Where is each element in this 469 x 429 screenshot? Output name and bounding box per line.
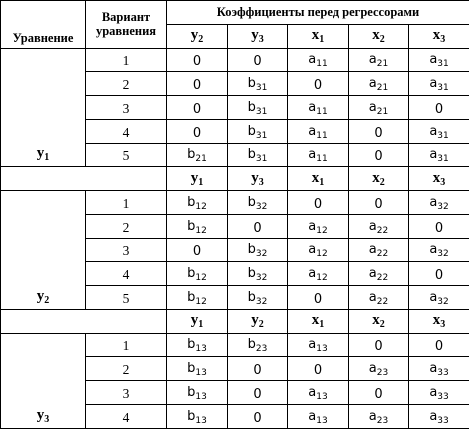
regressor-symbol-letter: y bbox=[191, 312, 199, 328]
regressor-symbol-subscript: 2 bbox=[380, 319, 385, 330]
coefficient-letter: a bbox=[429, 52, 437, 67]
regressor-symbol-subscript: 3 bbox=[259, 34, 264, 45]
regressor-symbol bbox=[433, 312, 446, 328]
coefficient-cell bbox=[349, 72, 409, 96]
regressor-symbol-subscript: 3 bbox=[440, 177, 445, 188]
equation-symbol bbox=[37, 407, 50, 423]
coefficient-subscript: 12 bbox=[316, 273, 327, 283]
coefficient-letter: 0 bbox=[253, 411, 261, 426]
regressor-symbol-subscript: 3 bbox=[259, 177, 264, 188]
variant-number-cell: 4 bbox=[86, 119, 167, 143]
coefficient-cell bbox=[409, 262, 469, 286]
coefficient-subscript: 33 bbox=[437, 392, 448, 402]
coefficient-letter: a bbox=[429, 242, 437, 257]
coefficient-cell bbox=[167, 262, 228, 286]
coefficient-subscript: 23 bbox=[377, 416, 388, 426]
coefficient-subscript: 12 bbox=[316, 249, 327, 259]
variant-header-line1: Вариант bbox=[102, 10, 150, 24]
regressor-symbol-letter: x bbox=[433, 170, 441, 186]
coefficient-cell bbox=[409, 119, 469, 143]
equation-column-header: Уравнение bbox=[1, 1, 86, 49]
coefficient-cell bbox=[167, 357, 228, 381]
variant-number-cell: 2 bbox=[86, 214, 167, 238]
coefficient-letter: a bbox=[369, 361, 377, 376]
table-row bbox=[1, 48, 469, 72]
regressor-header-cell bbox=[167, 24, 228, 48]
regressor-symbol bbox=[312, 27, 325, 43]
variant-number-cell: 5 bbox=[86, 286, 167, 310]
variant-number-cell: 4 bbox=[86, 262, 167, 286]
coefficient-letter: b bbox=[248, 100, 256, 115]
coefficient-cell bbox=[409, 405, 469, 429]
regressor-symbol-letter: x bbox=[433, 27, 441, 43]
coefficient-cell bbox=[167, 405, 228, 429]
coefficient-subscript: 21 bbox=[377, 59, 388, 69]
coefficient-letter: a bbox=[308, 147, 316, 162]
coefficient-subscript: 32 bbox=[256, 297, 267, 307]
coefficient-cell bbox=[349, 333, 409, 357]
regressor-header-cell bbox=[288, 167, 349, 191]
coefficient-subscript: 13 bbox=[316, 344, 327, 354]
coefficient-letter: 0 bbox=[435, 268, 443, 283]
coefficient-letter: a bbox=[369, 219, 377, 234]
coefficient-letter: a bbox=[369, 266, 377, 281]
coefficient-cell bbox=[349, 214, 409, 238]
coefficient-cell bbox=[228, 238, 288, 262]
variant-number-cell: 3 bbox=[86, 381, 167, 405]
coefficient-letter: b bbox=[248, 290, 256, 305]
regressor-symbol bbox=[191, 27, 204, 43]
coefficient-subscript: 13 bbox=[316, 392, 327, 402]
coefficient-cell bbox=[228, 96, 288, 120]
regressor-symbol bbox=[191, 312, 204, 328]
regressor-header-cell bbox=[167, 309, 228, 333]
equation-cell bbox=[1, 48, 86, 167]
equation-symbol-subscript: 1 bbox=[44, 152, 49, 163]
coefficient-letter: b bbox=[187, 385, 195, 400]
regressor-header-cell bbox=[228, 309, 288, 333]
variant-number-cell: 2 bbox=[86, 72, 167, 96]
regressor-symbol-letter: y bbox=[191, 170, 199, 186]
regressor-header-cell bbox=[409, 167, 469, 191]
coefficient-cell bbox=[288, 262, 349, 286]
coefficient-subscript: 32 bbox=[256, 249, 267, 259]
regressor-symbol bbox=[191, 170, 204, 186]
equation-symbol-subscript: 3 bbox=[44, 414, 49, 425]
blank-header-cell bbox=[1, 309, 167, 333]
variant-number-cell: 3 bbox=[86, 96, 167, 120]
regressor-symbol-letter: x bbox=[312, 27, 320, 43]
regressor-symbol-letter: x bbox=[312, 170, 320, 186]
column-symbols-row bbox=[1, 167, 469, 191]
coefficient-cell bbox=[228, 286, 288, 310]
coefficient-letter: a bbox=[308, 100, 316, 115]
coefficient-subscript: 12 bbox=[195, 226, 206, 236]
coefficient-letter: a bbox=[308, 337, 316, 352]
coefficient-letter: 0 bbox=[193, 126, 201, 141]
regressor-header-cell bbox=[288, 309, 349, 333]
coefficient-cell bbox=[409, 143, 469, 167]
coefficient-letter: a bbox=[429, 290, 437, 305]
coefficient-letter: 0 bbox=[253, 221, 261, 236]
coefficient-letter: b bbox=[187, 361, 195, 376]
equation-symbol bbox=[37, 288, 50, 304]
coefficient-cell bbox=[349, 262, 409, 286]
regressor-symbol-subscript: 2 bbox=[380, 34, 385, 45]
coefficient-cell bbox=[349, 286, 409, 310]
coefficient-cell bbox=[167, 72, 228, 96]
coefficient-cell bbox=[228, 262, 288, 286]
variant-header-line2: уравнения bbox=[96, 24, 156, 38]
coefficient-letter: a bbox=[308, 52, 316, 67]
coefficient-subscript: 12 bbox=[195, 273, 206, 283]
coefficient-cell bbox=[167, 333, 228, 357]
coefficient-subscript: 12 bbox=[316, 226, 327, 236]
coefficient-letter: b bbox=[248, 147, 256, 162]
coefficient-subscript: 33 bbox=[437, 368, 448, 378]
variant-number-cell: 1 bbox=[86, 191, 167, 215]
coefficient-cell bbox=[167, 238, 228, 262]
equation-symbol-letter: y bbox=[37, 288, 45, 304]
equation-cell bbox=[1, 333, 86, 428]
coefficient-subscript: 32 bbox=[256, 273, 267, 283]
coefficient-cell bbox=[228, 381, 288, 405]
coefficient-subscript: 31 bbox=[256, 107, 267, 117]
regressor-symbol-letter: x bbox=[372, 170, 380, 186]
regressor-symbol-letter: y bbox=[251, 312, 259, 328]
coefficient-letter: a bbox=[308, 266, 316, 281]
regressor-header-cell bbox=[288, 24, 349, 48]
regressor-header-cell bbox=[167, 167, 228, 191]
coefficient-subscript: 32 bbox=[256, 202, 267, 212]
table-row bbox=[1, 333, 469, 357]
coefficient-cell bbox=[409, 238, 469, 262]
coefficient-cell bbox=[409, 191, 469, 215]
coefficient-subscript: 13 bbox=[195, 344, 206, 354]
regressor-symbol bbox=[312, 312, 325, 328]
equation-symbol-subscript: 2 bbox=[44, 295, 49, 306]
coefficient-letter: b bbox=[187, 290, 195, 305]
regressor-header-cell bbox=[409, 309, 469, 333]
coefficient-subscript: 11 bbox=[316, 154, 327, 164]
coefficient-cell bbox=[409, 214, 469, 238]
coefficient-letter: a bbox=[308, 124, 316, 139]
coefficient-letter: a bbox=[369, 409, 377, 424]
coefficient-letter: a bbox=[369, 52, 377, 67]
regressor-symbol-subscript: 1 bbox=[198, 319, 203, 330]
coefficient-letter: 0 bbox=[435, 339, 443, 354]
coefficient-subscript: 21 bbox=[195, 154, 206, 164]
table-row bbox=[1, 191, 469, 215]
coefficient-cell bbox=[228, 72, 288, 96]
variant-number-cell: 2 bbox=[86, 357, 167, 381]
coefficient-letter: a bbox=[369, 76, 377, 91]
coefficient-cell bbox=[228, 357, 288, 381]
coefficient-letter: 0 bbox=[193, 102, 201, 117]
regressor-symbol bbox=[372, 170, 385, 186]
coefficient-cell bbox=[167, 381, 228, 405]
coefficient-cell bbox=[349, 405, 409, 429]
coefficient-letter: b bbox=[187, 195, 195, 210]
coefficient-letter: b bbox=[248, 337, 256, 352]
coefficient-letter: 0 bbox=[374, 197, 382, 212]
regressor-symbol-subscript: 2 bbox=[198, 34, 203, 45]
coefficient-cell bbox=[288, 286, 349, 310]
coefficient-subscript: 22 bbox=[377, 297, 388, 307]
coefficient-cell bbox=[288, 72, 349, 96]
coefficient-letter: a bbox=[308, 242, 316, 257]
coefficient-cell bbox=[228, 405, 288, 429]
regressor-symbol-subscript: 1 bbox=[319, 34, 324, 45]
coefficient-cell bbox=[349, 191, 409, 215]
coefficient-subscript: 12 bbox=[195, 297, 206, 307]
coefficient-subscript: 31 bbox=[437, 131, 448, 141]
coefficient-subscript: 32 bbox=[437, 202, 448, 212]
coefficient-cell bbox=[288, 238, 349, 262]
coefficient-cell bbox=[349, 381, 409, 405]
coefficient-cell bbox=[167, 96, 228, 120]
coefficient-cell bbox=[167, 143, 228, 167]
coefficient-letter: 0 bbox=[374, 387, 382, 402]
variant-number-cell: 4 bbox=[86, 405, 167, 429]
coefficient-cell bbox=[288, 48, 349, 72]
coefficient-letter: 0 bbox=[253, 363, 261, 378]
coefficient-cell bbox=[288, 357, 349, 381]
coefficient-cell bbox=[228, 214, 288, 238]
regressor-header-cell bbox=[349, 24, 409, 48]
regressor-symbol-letter: y bbox=[251, 170, 259, 186]
coefficient-letter: a bbox=[429, 409, 437, 424]
coefficient-letter: b bbox=[187, 266, 195, 281]
header-row-top bbox=[1, 1, 469, 25]
regressor-symbol bbox=[251, 170, 264, 186]
regressor-symbol-letter: x bbox=[312, 312, 320, 328]
coefficient-letter: b bbox=[248, 195, 256, 210]
coefficient-subscript: 13 bbox=[195, 416, 206, 426]
coefficient-cell bbox=[409, 357, 469, 381]
regressor-symbol bbox=[251, 27, 264, 43]
regressor-header-cell bbox=[228, 24, 288, 48]
coefficient-cell bbox=[228, 143, 288, 167]
regressor-symbol-letter: y bbox=[191, 27, 199, 43]
coefficient-cell bbox=[349, 357, 409, 381]
regressor-symbol bbox=[433, 170, 446, 186]
regressor-symbol-subscript: 2 bbox=[259, 319, 264, 330]
coefficient-cell bbox=[409, 72, 469, 96]
coefficient-cell bbox=[167, 214, 228, 238]
variant-number-cell: 3 bbox=[86, 238, 167, 262]
coefficient-letter: 0 bbox=[314, 78, 322, 93]
coefficient-subscript: 13 bbox=[195, 368, 206, 378]
coefficient-cell bbox=[228, 333, 288, 357]
coefficient-letter: 0 bbox=[253, 54, 261, 69]
coefficient-cell bbox=[349, 96, 409, 120]
coefficient-letter: 0 bbox=[314, 292, 322, 307]
coefficient-cell bbox=[288, 333, 349, 357]
coefficient-subscript: 33 bbox=[437, 416, 448, 426]
coefficient-letter: 0 bbox=[374, 339, 382, 354]
coefficient-cell bbox=[349, 143, 409, 167]
coefficient-letter: a bbox=[308, 385, 316, 400]
coefficient-subscript: 31 bbox=[437, 83, 448, 93]
variant-number-cell: 5 bbox=[86, 143, 167, 167]
coefficient-cell bbox=[409, 333, 469, 357]
coefficient-subscript: 31 bbox=[256, 154, 267, 164]
coefficient-cell bbox=[349, 119, 409, 143]
coefficient-letter: b bbox=[248, 76, 256, 91]
coefficient-subscript: 32 bbox=[437, 297, 448, 307]
coefficient-cell bbox=[228, 119, 288, 143]
coefficient-subscript: 22 bbox=[377, 226, 388, 236]
coefficient-letter: a bbox=[308, 409, 316, 424]
coefficient-cell bbox=[349, 238, 409, 262]
regressor-symbol-letter: y bbox=[251, 27, 259, 43]
regressor-header-cell bbox=[349, 309, 409, 333]
coefficient-cell bbox=[409, 381, 469, 405]
coefficient-cell bbox=[288, 96, 349, 120]
regressor-symbol-subscript: 3 bbox=[440, 319, 445, 330]
regressor-symbol-letter: x bbox=[372, 27, 380, 43]
regressor-symbol bbox=[251, 312, 264, 328]
coefficient-letter: a bbox=[369, 242, 377, 257]
regressor-symbol bbox=[312, 170, 325, 186]
variant-number-cell: 1 bbox=[86, 48, 167, 72]
equation-symbol-letter: y bbox=[37, 145, 45, 161]
coefficient-letter: a bbox=[429, 361, 437, 376]
regressor-header-cell bbox=[349, 167, 409, 191]
coefficient-subscript: 23 bbox=[256, 344, 267, 354]
coefficient-letter: 0 bbox=[374, 149, 382, 164]
blank-header-cell bbox=[1, 167, 167, 191]
coefficient-letter: 0 bbox=[374, 126, 382, 141]
coefficient-cell bbox=[167, 119, 228, 143]
coefficient-cell bbox=[288, 119, 349, 143]
coefficient-letter: 0 bbox=[314, 363, 322, 378]
coefficient-cell bbox=[288, 381, 349, 405]
regressor-symbol bbox=[372, 27, 385, 43]
table-body bbox=[1, 1, 469, 429]
coefficient-letter: b bbox=[187, 147, 195, 162]
regressor-symbol-subscript: 3 bbox=[440, 34, 445, 45]
regressor-symbol bbox=[372, 312, 385, 328]
coefficient-letter: a bbox=[369, 290, 377, 305]
coefficient-subscript: 21 bbox=[377, 83, 388, 93]
coefficient-cell bbox=[409, 48, 469, 72]
regressor-header-cell bbox=[228, 167, 288, 191]
coefficient-letter: b bbox=[187, 337, 195, 352]
equation-cell bbox=[1, 191, 86, 310]
equation-symbol-letter: y bbox=[37, 407, 45, 423]
coefficient-subscript: 22 bbox=[377, 249, 388, 259]
coefficient-letter: 0 bbox=[435, 221, 443, 236]
coefficient-cell bbox=[409, 286, 469, 310]
coefficient-subscript: 13 bbox=[195, 392, 206, 402]
coefficient-letter: b bbox=[248, 266, 256, 281]
coefficient-letter: b bbox=[248, 124, 256, 139]
coefficient-subscript: 31 bbox=[256, 83, 267, 93]
coefficient-cell bbox=[167, 286, 228, 310]
coefficient-letter: b bbox=[187, 409, 195, 424]
coefficient-subscript: 11 bbox=[316, 59, 327, 69]
coefficient-letter: a bbox=[369, 100, 377, 115]
coefficient-letter: a bbox=[429, 385, 437, 400]
coefficient-cell bbox=[228, 48, 288, 72]
coefficient-letter: a bbox=[429, 124, 437, 139]
coefficient-cell bbox=[409, 96, 469, 120]
coefficient-letter: a bbox=[429, 76, 437, 91]
coefficient-letter: 0 bbox=[193, 54, 201, 69]
coefficient-letter: a bbox=[429, 195, 437, 210]
coefficient-letter: 0 bbox=[193, 244, 201, 259]
coefficient-letter: 0 bbox=[314, 197, 322, 212]
coefficient-letter: b bbox=[187, 219, 195, 234]
regressor-symbol-letter: x bbox=[433, 312, 441, 328]
coefficient-cell bbox=[288, 191, 349, 215]
coefficient-subscript: 11 bbox=[316, 107, 327, 117]
regressor-header-cell bbox=[409, 24, 469, 48]
regressor-symbol-subscript: 1 bbox=[198, 177, 203, 188]
coefficient-subscript: 22 bbox=[377, 273, 388, 283]
coefficient-subscript: 23 bbox=[377, 368, 388, 378]
coefficient-letter: 0 bbox=[253, 387, 261, 402]
regressor-symbol-subscript: 1 bbox=[319, 177, 324, 188]
coefficients-header: Коэффициенты перед регрессорами bbox=[167, 1, 469, 25]
coefficient-cell bbox=[167, 191, 228, 215]
regressor-symbol-letter: x bbox=[372, 312, 380, 328]
coefficient-letter: a bbox=[429, 147, 437, 162]
regressor-symbol-subscript: 2 bbox=[380, 177, 385, 188]
coefficient-letter: a bbox=[308, 219, 316, 234]
coefficient-cell bbox=[228, 191, 288, 215]
regressor-symbol-subscript: 1 bbox=[319, 319, 324, 330]
coefficient-subscript: 31 bbox=[437, 154, 448, 164]
coefficient-letter: b bbox=[248, 242, 256, 257]
coefficient-subscript: 31 bbox=[256, 131, 267, 141]
coefficient-subscript: 32 bbox=[437, 249, 448, 259]
coefficient-subscript: 11 bbox=[316, 131, 327, 141]
coefficient-cell bbox=[288, 405, 349, 429]
variant-column-header bbox=[86, 1, 167, 49]
coefficient-cell bbox=[349, 48, 409, 72]
coefficient-cell bbox=[167, 48, 228, 72]
column-symbols-row bbox=[1, 309, 469, 333]
coefficient-cell bbox=[288, 143, 349, 167]
coefficient-subscript: 13 bbox=[316, 416, 327, 426]
coefficient-letter: 0 bbox=[435, 102, 443, 117]
coefficient-subscript: 31 bbox=[437, 59, 448, 69]
variant-number-cell: 1 bbox=[86, 333, 167, 357]
regressor-symbol bbox=[433, 27, 446, 43]
coefficient-letter: 0 bbox=[193, 78, 201, 93]
coefficient-subscript: 21 bbox=[377, 107, 388, 117]
equation-symbol bbox=[37, 145, 50, 161]
coefficient-cell bbox=[288, 214, 349, 238]
coefficient-subscript: 12 bbox=[195, 202, 206, 212]
